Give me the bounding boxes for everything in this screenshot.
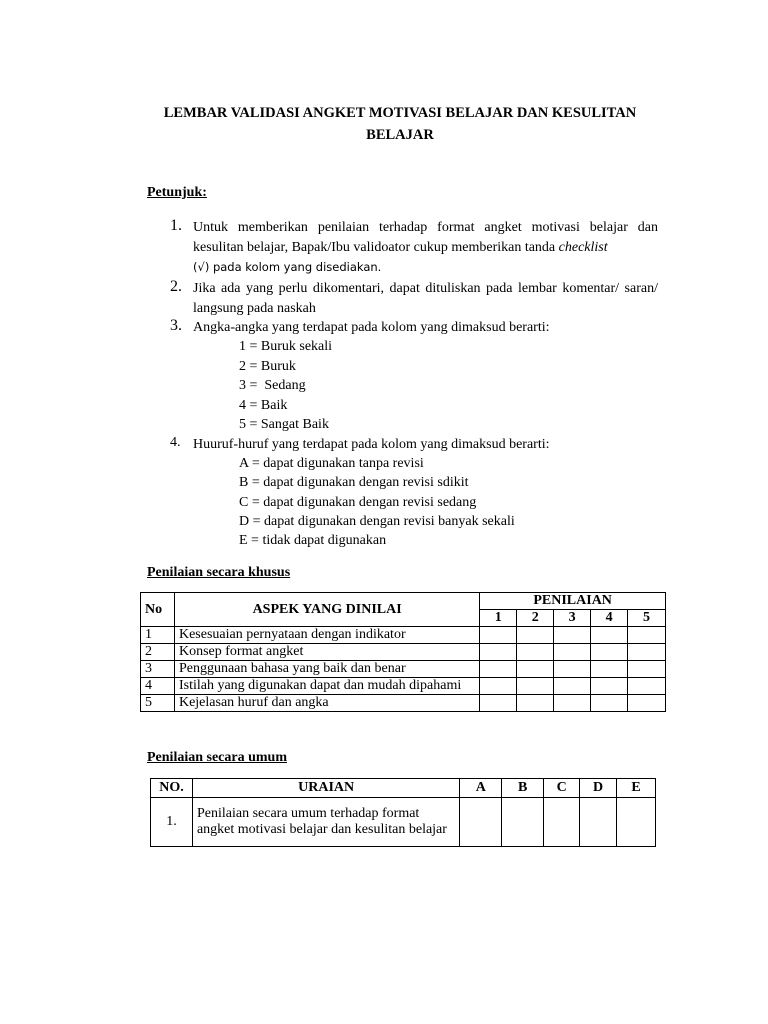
- row-number: 1: [141, 627, 175, 644]
- table-row: [141, 695, 666, 712]
- grade-item-e: E = tidak dapat digunakan: [239, 533, 387, 548]
- instruction-1-number: 1.: [170, 217, 182, 234]
- scale-item-3: 3 = Sedang: [239, 378, 306, 393]
- grade-header-b: B: [502, 779, 544, 798]
- row-aspect: Kesesuaian pernyataan dengan indikator: [174, 627, 479, 644]
- rating-scale-3: 3: [554, 610, 591, 627]
- document-title: [120, 102, 680, 146]
- rating-cell[interactable]: [517, 695, 554, 712]
- scale-item-5: 5 = Sangat Baik: [239, 417, 329, 432]
- rating-cell[interactable]: [628, 661, 666, 678]
- rating-scale-1: 1: [480, 610, 517, 627]
- table-row: [141, 678, 666, 695]
- col-header-rating: PENILAIAN: [480, 593, 666, 610]
- grade-header-c: C: [544, 779, 580, 798]
- row-aspect: Istilah yang digunakan dapat dan mudah dipahami: [174, 678, 479, 695]
- grade-cell[interactable]: [617, 798, 656, 847]
- rating-cell[interactable]: [591, 661, 628, 678]
- table-row: [141, 627, 666, 644]
- row-number: 2: [141, 644, 175, 661]
- grade-item-a: A = dapat digunakan tanpa revisi: [239, 456, 424, 471]
- scale-item-1: 1 = Buruk sekali: [239, 339, 333, 354]
- rating-cell[interactable]: [554, 678, 591, 695]
- instruction-2-text: Jika ada yang perlu dikomentari, dapat dituliskan pada lembar komentar/ saran/ langsung pada naskah: [193, 281, 658, 316]
- instruction-3-text: Angka-angka yang terdapat pada kolom yang dimaksud berarti:: [193, 320, 550, 335]
- row-number: 5: [141, 695, 175, 712]
- rating-cell[interactable]: [591, 627, 628, 644]
- rating-cell[interactable]: [628, 627, 666, 644]
- title-line-1: LEMBAR VALIDASI ANGKET MOTIVASI BELAJAR DAN KESULITAN: [163, 105, 637, 121]
- grade-item-d: D = dapat digunakan dengan revisi banyak sekali: [239, 514, 515, 529]
- scale-item-2: 2 = Buruk: [239, 359, 296, 374]
- rating-cell[interactable]: [628, 695, 666, 712]
- grade-item-c: C = dapat digunakan dengan revisi sedang: [239, 495, 477, 510]
- rating-cell[interactable]: [554, 695, 591, 712]
- rating-cell[interactable]: [591, 644, 628, 661]
- table-row: [141, 661, 666, 678]
- col-header-description: URAIAN: [192, 779, 459, 798]
- grade-cell[interactable]: [544, 798, 580, 847]
- rating-cell[interactable]: [554, 644, 591, 661]
- rating-cell[interactable]: [480, 644, 517, 661]
- rating-cell[interactable]: [480, 627, 517, 644]
- instruction-1-symbol-line: (√) pada kolom yang disediakan.: [193, 260, 382, 274]
- rating-scale-4: 4: [591, 610, 628, 627]
- row-aspect: Penggunaan bahasa yang baik dan benar: [174, 661, 479, 678]
- general-assessment-table: [150, 778, 656, 847]
- row-number: 1.: [151, 798, 193, 847]
- rating-cell[interactable]: [591, 678, 628, 695]
- rating-cell[interactable]: [480, 695, 517, 712]
- row-description: Penilaian secara umum terhadap format angket motivasi belajar dan kesulitan belajar: [192, 798, 459, 847]
- grade-cell[interactable]: [460, 798, 502, 847]
- rating-cell[interactable]: [517, 678, 554, 695]
- rating-cell[interactable]: [480, 678, 517, 695]
- grade-header-d: D: [580, 779, 617, 798]
- row-number: 3: [141, 661, 175, 678]
- specific-assessment-heading: Penilaian secara khusus: [147, 565, 291, 580]
- row-aspect: Konsep format angket: [174, 644, 479, 661]
- table-row: [141, 644, 666, 661]
- row-aspect: Kejelasan huruf dan angka: [174, 695, 479, 712]
- table-row: [151, 798, 656, 847]
- rating-cell[interactable]: [554, 661, 591, 678]
- rating-cell[interactable]: [628, 644, 666, 661]
- rating-cell[interactable]: [554, 627, 591, 644]
- instruction-3-number: 3.: [170, 317, 182, 334]
- instructions-heading: Petunjuk:: [147, 185, 207, 200]
- col-header-no: NO.: [151, 779, 193, 798]
- instruction-4-number: 4.: [170, 435, 181, 450]
- instruction-1-body: Untuk memberikan penilaian terhadap format angket motivasi belajar dan kesulitan belajar, Bapak/Ibu validoator cukup memberikan tanda: [193, 220, 658, 255]
- grade-cell[interactable]: [502, 798, 544, 847]
- instruction-4-text: Huuruf-huruf yang terdapat pada kolom yang dimaksud berarti:: [193, 437, 550, 452]
- scale-item-4: 4 = Baik: [239, 398, 288, 413]
- rating-cell[interactable]: [628, 678, 666, 695]
- col-header-aspect: ASPEK YANG DINILAI: [174, 593, 479, 627]
- instruction-1-italic: checklist: [558, 239, 608, 255]
- grade-header-e: E: [617, 779, 656, 798]
- col-header-no: No: [141, 593, 175, 627]
- grade-item-b: B = dapat digunakan dengan revisi sdikit: [239, 475, 469, 490]
- rating-scale-2: 2: [517, 610, 554, 627]
- title-line-2: BELAJAR: [366, 127, 434, 143]
- rating-cell[interactable]: [517, 661, 554, 678]
- rating-cell[interactable]: [517, 644, 554, 661]
- rating-cell[interactable]: [517, 627, 554, 644]
- general-assessment-heading: Penilaian secara umum: [147, 750, 287, 765]
- grade-header-a: A: [460, 779, 502, 798]
- rating-cell[interactable]: [591, 695, 628, 712]
- grade-cell[interactable]: [580, 798, 617, 847]
- instruction-1-text: [193, 218, 658, 257]
- rating-scale-5: 5: [628, 610, 666, 627]
- row-number: 4: [141, 678, 175, 695]
- specific-assessment-table: [140, 592, 666, 712]
- rating-cell[interactable]: [480, 661, 517, 678]
- instruction-2-number: 2.: [170, 278, 182, 295]
